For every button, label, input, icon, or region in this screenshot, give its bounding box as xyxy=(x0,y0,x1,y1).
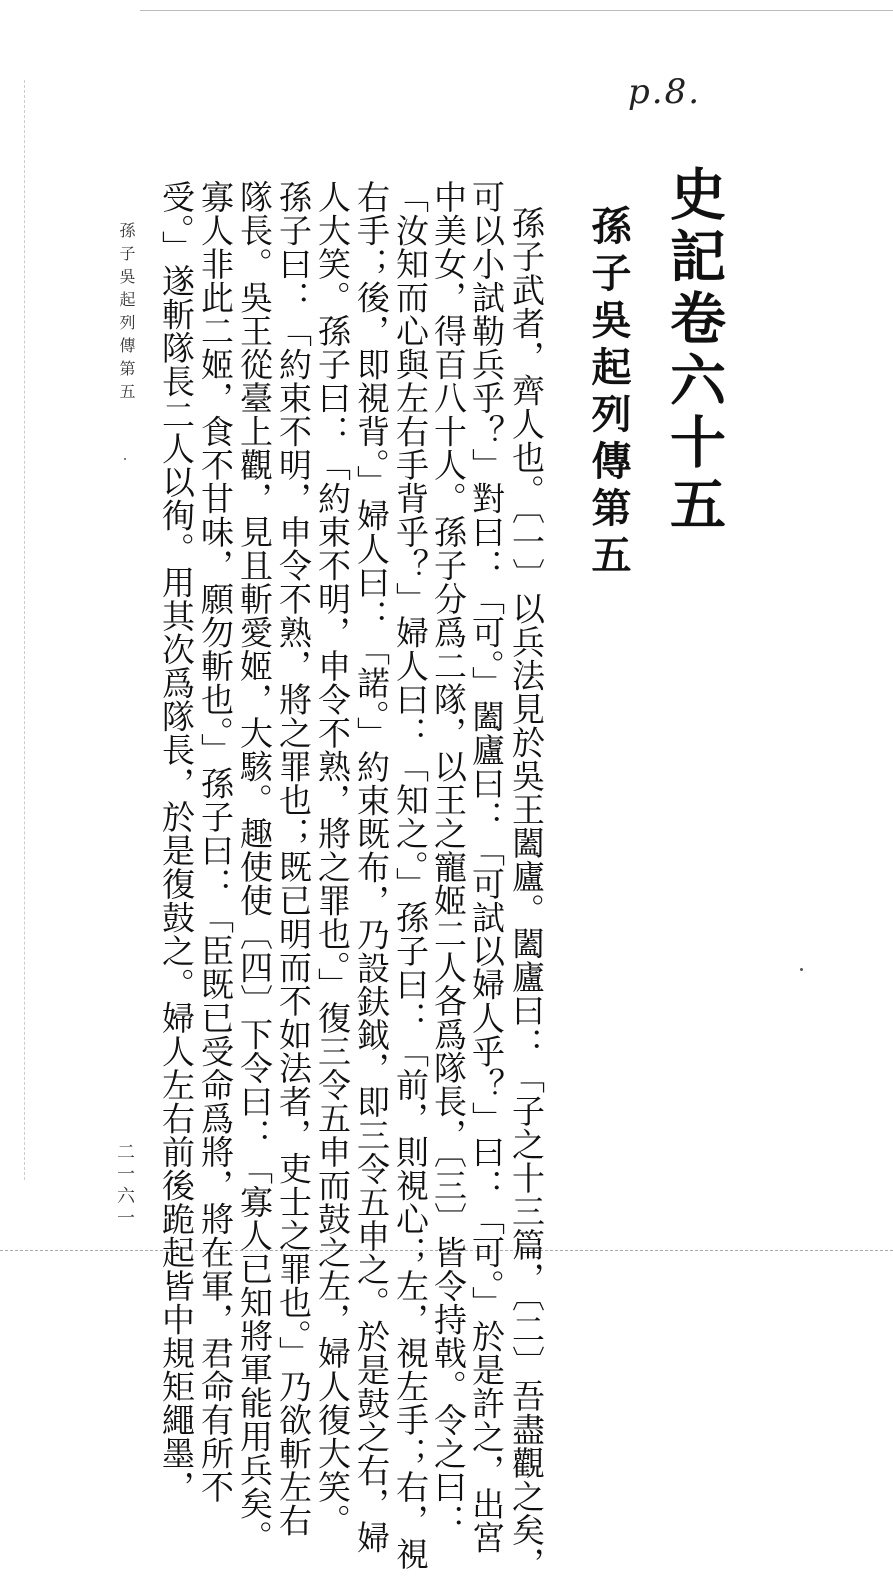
handwritten-page-reference: p.8. xyxy=(628,72,702,112)
text-column-7: 孫子曰：「約束不明，申令不熟，將之罪也；既已明而不如法者，吏士之罪也。」乃欲斬左右 xyxy=(274,180,313,1537)
text-column-8: 隊長。吳王從臺上觀，見且斬愛姬，大駭。趣使使〔四〕下令曰：「寡人已知將軍能用兵矣。 xyxy=(235,180,274,1554)
text-column-1: 孫子武者，齊人也。〔一〕以兵法見於吳王闔廬。闔廬曰：「子之十三篇，〔二〕吾盡觀之矣， xyxy=(507,206,546,1580)
text-column-2: 可以小試勒兵乎？」對曰：「可。」闔廬曰：「可試以婦人乎？」曰：「可。」於是許之，出宮 xyxy=(467,180,506,1554)
page-edge-left xyxy=(24,80,26,1180)
book-title: 史記卷六十五 xyxy=(661,165,727,537)
text-column-4: 「汝知而心與左右手背乎？」婦人曰：「知之。」孫子曰：「前，則視心；左，視左手；右，視 xyxy=(391,180,430,1571)
scan-speck xyxy=(124,458,126,460)
text-column-5: 右手；後，即視背。」婦人曰：「諾。」約束既布，乃設鈇鉞，即三令五申之。於是鼓之右，婦 xyxy=(352,180,391,1554)
text-column-10: 受。」遂斬隊長二人以徇。用其次爲隊長，於是復鼓之。婦人左右前後跪起皆中規矩繩墨， xyxy=(157,180,196,1504)
running-header: 孫子吳起列傳第五 xyxy=(117,222,136,406)
page-number: 二一六一 xyxy=(114,1142,135,1230)
text-column-3: 中美女，得百八十人。孫子分爲二隊，以王之寵姬二人各爲隊長，〔三〕皆令持戟。令之曰： xyxy=(429,180,468,1537)
page-edge-top xyxy=(140,10,893,11)
scan-speck xyxy=(800,968,803,971)
text-column-9: 寡人非此二姬，食不甘味，願勿斬也。」孫子曰：「臣既已受命爲將，將在軍，君命有所不 xyxy=(196,180,235,1504)
chapter-title: 孫子吳起列傳第五 xyxy=(585,205,632,581)
text-column-6: 人大笑。孫子曰：「約束不明，申令不熟，將之罪也。」復三令五申而鼓之左，婦人復大笑。 xyxy=(313,180,352,1537)
